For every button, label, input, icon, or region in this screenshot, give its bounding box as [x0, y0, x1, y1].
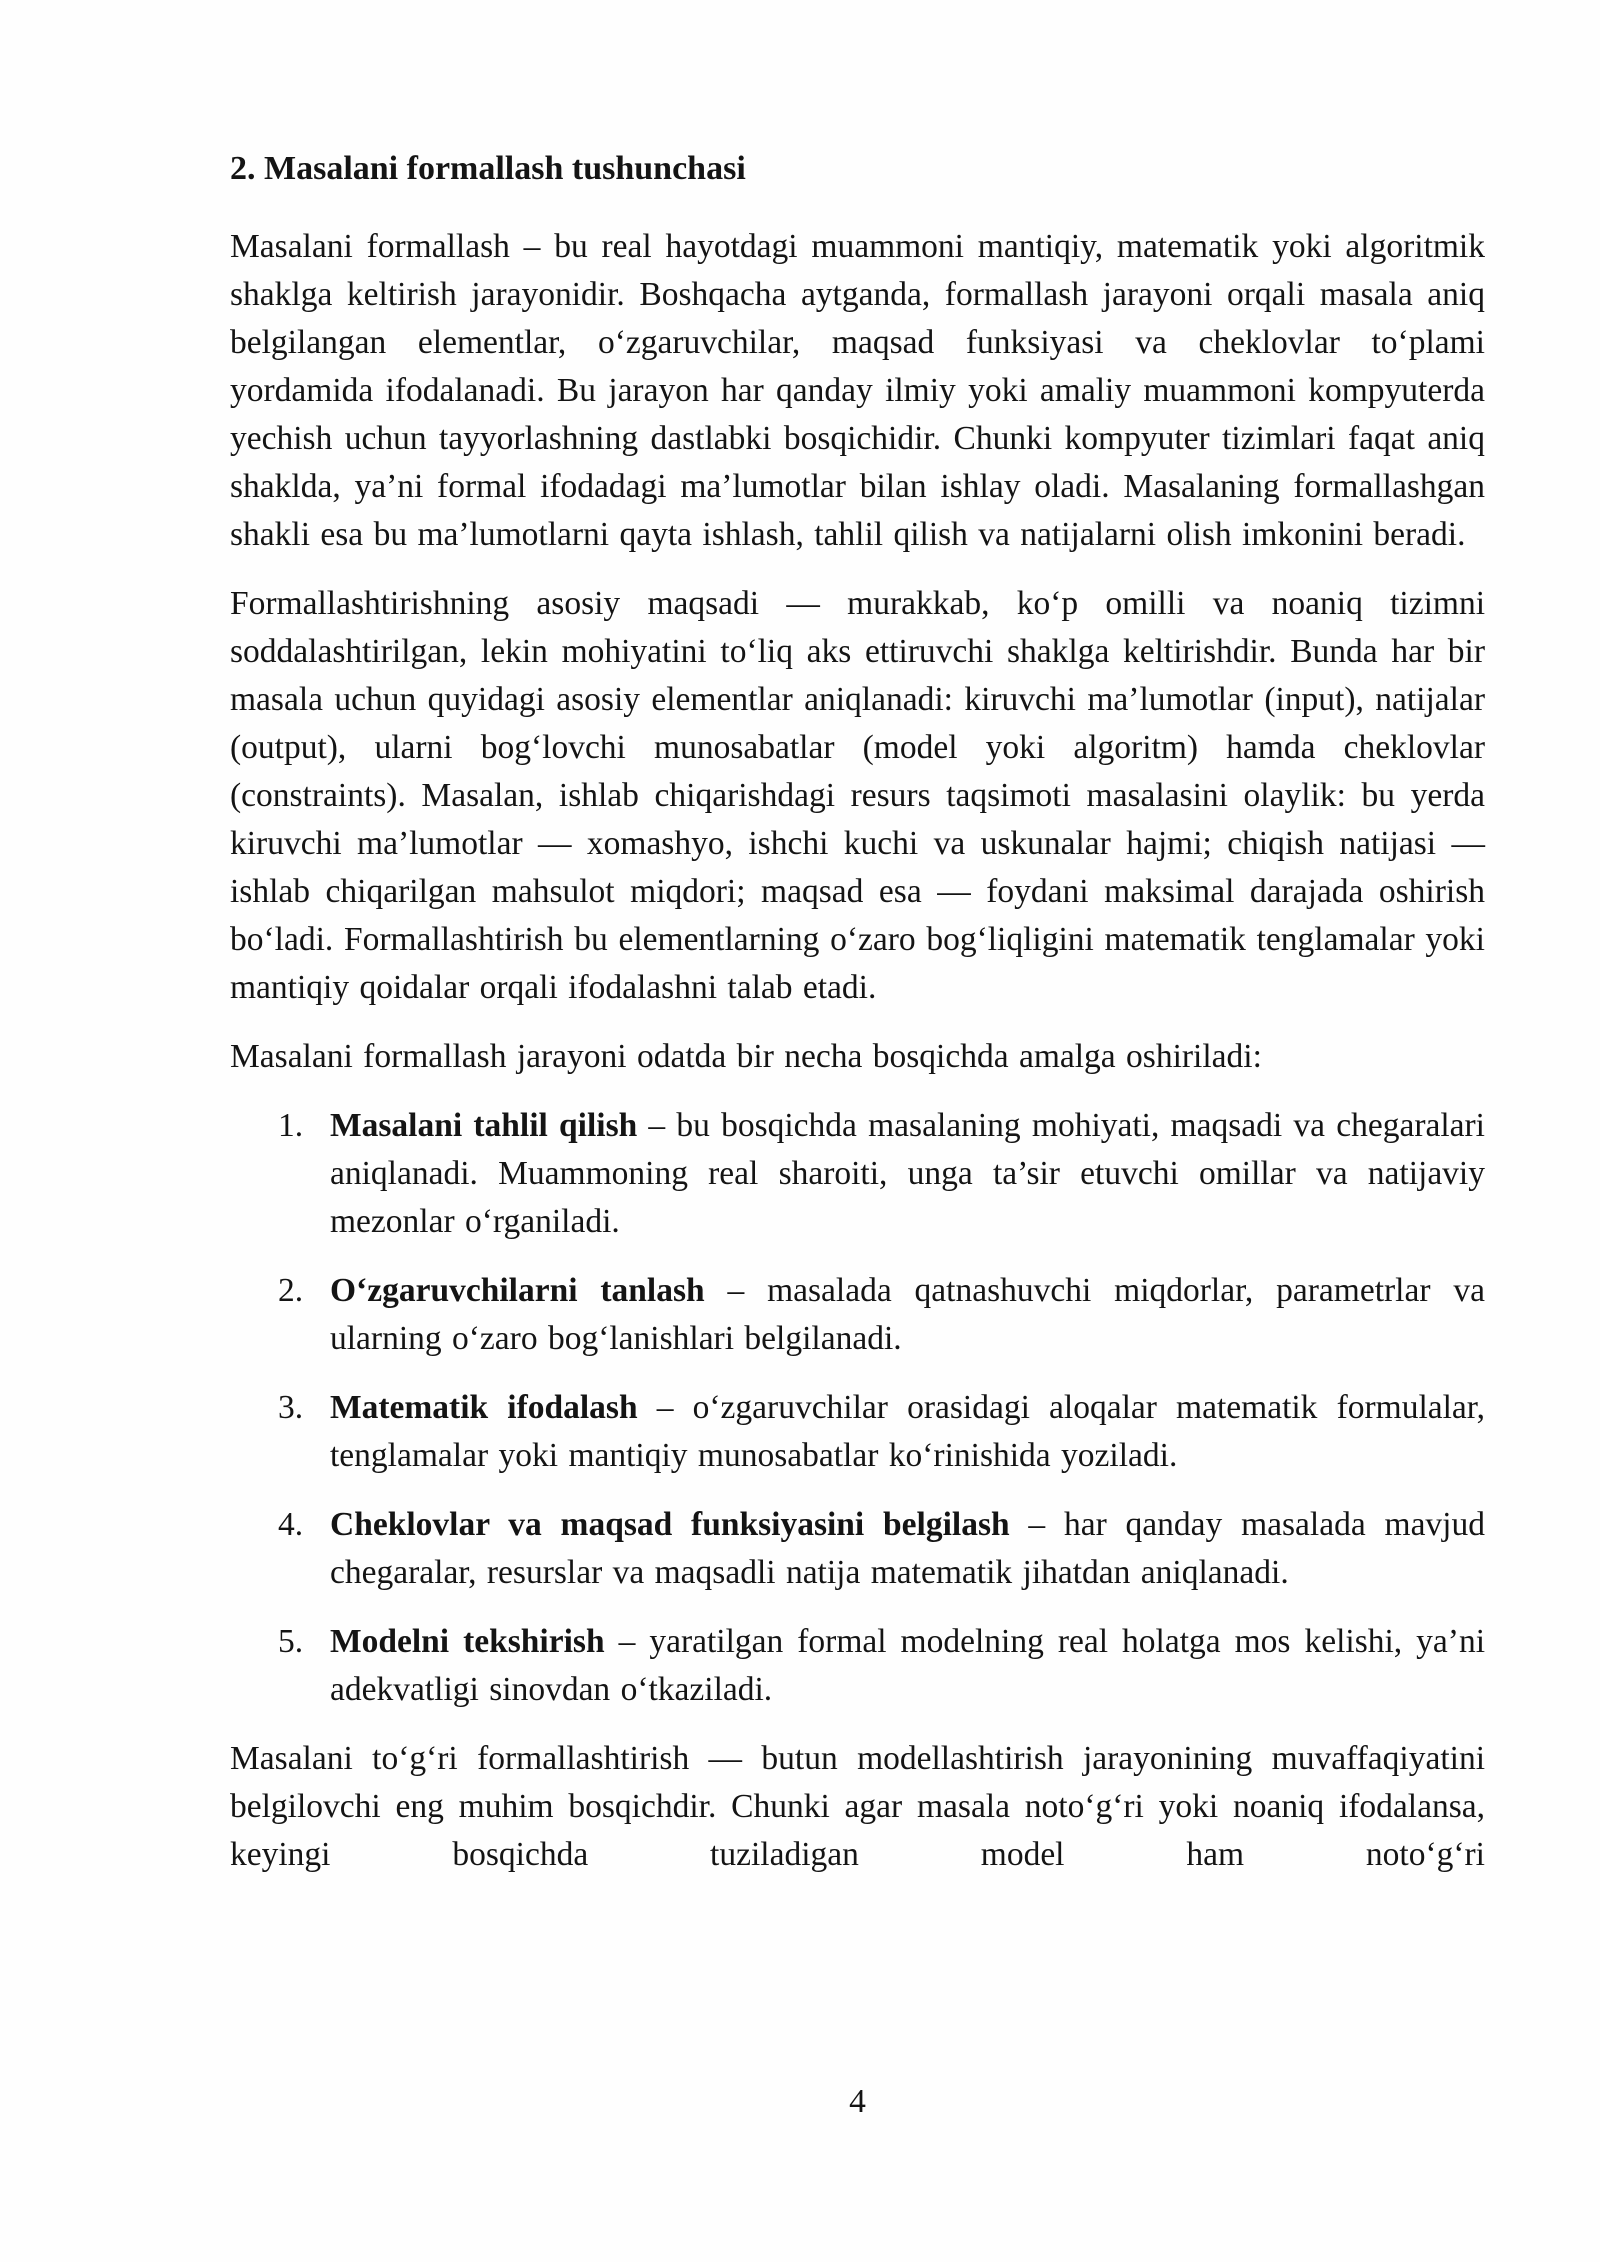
closing-paragraph: Masalani to‘g‘ri formallashtirish — butun modellashtirish jarayonining muvaffaqiyatini belgilovchi eng muhim bosqichdir. Chunki agar masala noto‘g‘ri yoki noaniq ifodalansa, keyingi bosqichda tuziladigan model ham noto‘g‘ri	[230, 1740, 1485, 1873]
list-item-number: 5.	[278, 1623, 304, 1660]
list-item-title: Matematik ifodalash	[330, 1389, 638, 1426]
paragraph-formalization-goal: Formallashtirishning asosiy maqsadi — murakkab, ko‘p omilli va noaniq tizimni soddalashtirilgan, lekin mohiyatini to‘liq aks ettiruvchi shaklga keltirishdir. Bunda har bir masala uchun quyidagi asosiy elementlar aniqlanadi: kiruvchi ma’lumotlar (input), natijalar (output), ularni bog‘lovchi munosabatlar (model yoki algoritm) hamda cheklovlar (constraints). Masalan, ishlab chiqarishdagi resurs taqsimoti masalasini olaylik: bu yerda kiruvchi ma’lumotlar — xomashyo, ishchi kuchi va uskunalar hajmi; chiqish natijasi — ishlab chiqarilgan mahsulot miqdori; maqsad esa — foydani maksimal darajada oshirish bo‘ladi. Formallashtirish bu elementlarning o‘zaro bog‘liqligini matematik tenglamalar yoki mantiqiy qoidalar orqali ifodalashni talab etadi.	[230, 585, 1485, 1006]
list-item-text: – har qanday masalada mavjud chegaralar, resurslar va maqsadli natija matematik jihatdan aniqlanadi.	[330, 1506, 1485, 1591]
list-item-number: 1.	[278, 1107, 304, 1144]
list-item-title: O‘zgaruvchilarni tanlash	[330, 1272, 705, 1309]
list-item-title: Modelni tekshirish	[330, 1623, 605, 1660]
list-item-title: Cheklovlar va maqsad funksiyasini belgilash	[330, 1506, 1010, 1543]
page-number: 4	[849, 2083, 866, 2120]
list-item-text: – masalada qatnashuvchi miqdorlar, parametrlar va ularning o‘zaro bog‘lanishlari belgilanadi.	[330, 1272, 1485, 1357]
list-item	[230, 1501, 1485, 1597]
list-item-number: 3.	[278, 1389, 304, 1426]
section-heading: 2. Masalani formallash tushunchasi	[230, 150, 746, 187]
list-item	[230, 1102, 1485, 1246]
paragraph-formalization-definition: Masalani formallash – bu real hayotdagi muammoni mantiqiy, matematik yoki algoritmik shaklga keltirish jarayonidir. Boshqacha aytganda, formallash jarayoni orqali masala aniq belgilangan elementlar, o‘zgaruvchilar, maqsad funksiyasi va cheklovlar to‘plami yordamida ifodalanadi. Bu jarayon har qanday ilmiy yoki amaliy muammoni kompyuterda yechish uchun tayyorlashning dastlabki bosqichidir. Chunki kompyuter tizimlari faqat aniq shaklda, ya’ni formal ifodadagi ma’lumotlar bilan ishlay oladi. Masalaning formallashgan shakli esa bu ma’lumotlarni qayta ishlash, tahlil qilish va natijalarni olish imkonini beradi.	[230, 228, 1485, 553]
list-item	[230, 1267, 1485, 1363]
list-item-text: – yaratilgan formal modelning real holatga mos kelishi, ya’ni adekvatligi sinovdan o‘tkaziladi.	[330, 1623, 1485, 1708]
formalization-steps-list	[230, 1102, 1485, 1714]
list-item	[230, 1384, 1485, 1480]
list-item-text: – bu bosqichda masalaning mohiyati, maqsadi va chegaralari aniqlanadi. Muammoning real sharoiti, unga ta’sir etuvchi omillar va natijaviy mezonlar o‘rganiladi.	[330, 1107, 1485, 1240]
list-intro: Masalani formallash jarayoni odatda bir necha bosqichda amalga oshiriladi:	[230, 1038, 1262, 1075]
list-item-number: 4.	[278, 1506, 304, 1543]
list-item-title: Masalani tahlil qilish	[330, 1107, 638, 1144]
list-item-number: 2.	[278, 1272, 304, 1309]
list-item	[230, 1618, 1485, 1714]
list-item-text: – o‘zgaruvchilar orasidagi aloqalar matematik formulalar, tenglamalar yoki mantiqiy munosabatlar ko‘rinishida yoziladi.	[330, 1389, 1485, 1474]
